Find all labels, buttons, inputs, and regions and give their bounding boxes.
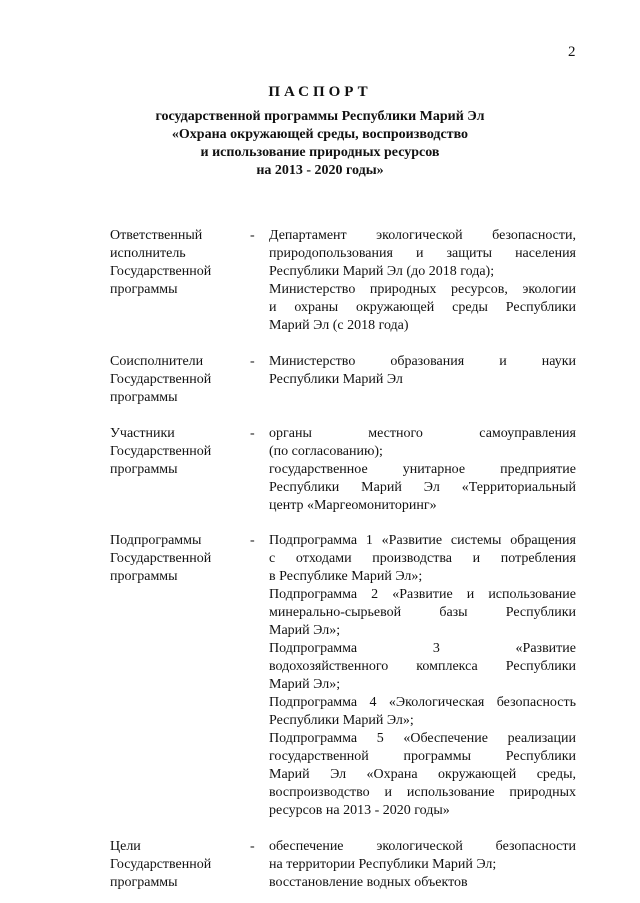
row-value-line: в Республике Марий Эл»;: [269, 569, 423, 584]
row-value: [269, 838, 576, 892]
row-label-line: программы: [110, 390, 178, 405]
row-value-line: Подпрограмма 1 «Развитие системы обращения: [269, 533, 576, 548]
passport-row: [110, 353, 576, 407]
document-title: ПАСПОРТ: [268, 84, 372, 100]
row-label-line: Участники: [110, 426, 175, 441]
row-value-line: воспроизводство и использование природных: [269, 785, 576, 800]
row-label-line: Государственной: [110, 444, 212, 459]
row-value-line: (по согласованию);: [269, 444, 383, 459]
row-value-line: государственной программы Республики: [269, 749, 576, 764]
passport-row: [110, 227, 576, 335]
row-label: [110, 425, 250, 515]
row-label-line: Подпрограммы: [110, 533, 202, 548]
row-label-line: программы: [110, 569, 178, 584]
subtitle-line: на 2013 - 2020 годы»: [256, 163, 384, 178]
row-label-line: программы: [110, 875, 178, 890]
row-value-line: на территории Республики Марий Эл;: [269, 857, 497, 872]
row-label-line: Государственной: [110, 264, 212, 279]
row-dash: -: [250, 354, 255, 369]
row-value-line: Республики Марий Эл»;: [269, 713, 414, 728]
row-dash: -: [250, 533, 255, 548]
passport-row: [110, 532, 576, 820]
row-value-line: восстановление водных объектов: [269, 875, 468, 890]
row-value-line: Республики Марий Эл «Территориальный: [269, 480, 576, 495]
subtitle-line: «Охрана окружающей среды, воспроизводство: [171, 127, 469, 142]
passport-table: [110, 227, 576, 892]
row-label-line: Государственной: [110, 551, 212, 566]
row-value-line: Марий Эл (с 2018 года): [269, 318, 409, 333]
page-number: 2: [568, 44, 576, 60]
row-label: [110, 227, 250, 335]
row-value-line: органы местного самоуправления: [269, 426, 576, 441]
row-value-line: центр «Маргеомониторинг»: [269, 498, 437, 513]
passport-row: [110, 838, 576, 892]
passport-row: [110, 425, 576, 515]
document-subtitle: [0, 108, 640, 180]
row-value-line: Республики Марий Эл: [269, 372, 403, 387]
row-dash: -: [250, 839, 255, 854]
row-value-line: обеспечение экологической безопасности: [269, 839, 576, 854]
row-value-line: Департамент экологической безопасности,: [269, 228, 576, 243]
row-label-line: Ответственный: [110, 228, 203, 243]
row-value-line: и охраны окружающей среды Республики: [269, 300, 576, 315]
row-value-line: Подпрограмма 2 «Развитие и использование: [269, 587, 576, 602]
row-label-line: исполнитель: [110, 246, 186, 261]
row-label-line: Цели: [110, 839, 141, 854]
row-label-line: программы: [110, 462, 178, 477]
row-value-line: минерально-сырьевой базы Республики: [269, 605, 576, 620]
row-value-line: Подпрограмма 4 «Экологическая безопасность: [269, 695, 576, 710]
row-label: [110, 353, 250, 407]
subtitle-line: государственной программы Республики Марий Эл: [155, 109, 485, 124]
row-value: [269, 227, 576, 335]
row-value: [269, 425, 576, 515]
row-label: [110, 838, 250, 892]
row-label-line: программы: [110, 282, 178, 297]
row-value-line: Министерство природных ресурсов, экологии: [269, 282, 576, 297]
row-value: [269, 532, 576, 820]
row-value-line: Марий Эл»;: [269, 623, 341, 638]
row-label-line: Соисполнители: [110, 354, 204, 369]
subtitle-line: и использование природных ресурсов: [200, 145, 440, 160]
row-dash: -: [250, 228, 255, 243]
row-label-line: Государственной: [110, 857, 212, 872]
row-value-line: Министерство образования и науки: [269, 354, 576, 369]
row-value-line: Подпрограмма 5 «Обеспечение реализации: [269, 731, 576, 746]
row-value: [269, 353, 576, 407]
row-value-line: природопользования и защиты населения: [269, 246, 576, 261]
row-value-line: водохозяйственного комплекса Республики: [269, 659, 576, 674]
row-value-line: с отходами производства и потребления: [269, 551, 576, 566]
row-value-line: Подпрограмма 3 «Развитие: [269, 641, 576, 656]
row-value-line: Марий Эл»;: [269, 677, 341, 692]
row-value-line: Республики Марий Эл (до 2018 года);: [269, 264, 495, 279]
row-value-line: государственное унитарное предприятие: [269, 462, 576, 477]
row-label: [110, 532, 250, 820]
row-label-line: Государственной: [110, 372, 212, 387]
row-value-line: Марий Эл «Охрана окружающей среды,: [269, 767, 576, 782]
row-value-line: ресурсов на 2013 - 2020 годы»: [269, 803, 450, 818]
row-dash: -: [250, 426, 255, 441]
